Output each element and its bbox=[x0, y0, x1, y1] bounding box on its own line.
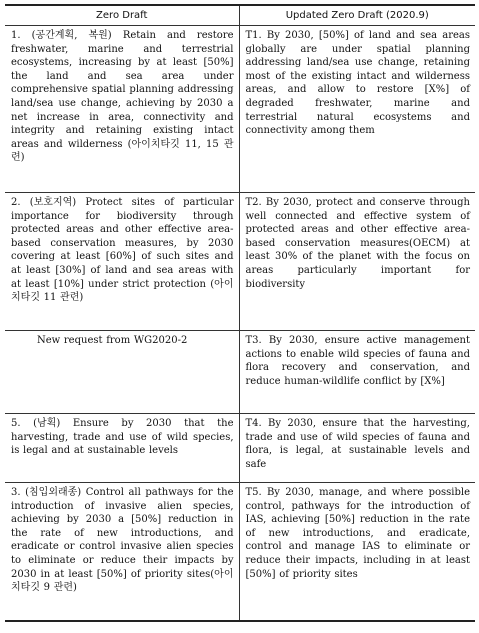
updated-draft-cell: T3. By 2030, ensure active management actions to enable wild species of fauna and flora recovery and conservation, and reduce human-wildlife conflict by [X%] bbox=[239, 331, 475, 414]
zero-draft-cell: 5. (남획) Ensure by 2030 that the harvesting, trade and use of wild species, is legal and at sustainable levels bbox=[5, 414, 239, 483]
comparison-document bbox=[5, 4, 475, 622]
column-header-zero-draft: Zero Draft bbox=[5, 5, 239, 26]
updated-draft-cell: T5. By 2030, manage, and where possible control, pathways for the introduction of IAS, achieving [50%] reduction in the rate of new introductions, and eradicate, control and manage IAS to eliminate or reduce their impacts, including in at least [50%] of priority sites bbox=[239, 483, 475, 621]
comparison-table bbox=[5, 4, 475, 622]
table-row bbox=[5, 193, 475, 331]
table-header-row bbox=[5, 5, 475, 26]
zero-draft-cell: New request from WG2020-2 bbox=[5, 331, 239, 414]
zero-draft-cell: 1. (공간계획, 복원) Retain and restore freshwater, marine and terrestrial ecosystems, increasing by at least [50%] the land and sea area under comprehensive spatial planning addressing land/sea use change, achieving by 2030 a net increase in area, connectivity and integrity and retaining existing intact areas and wilderness (아이치타깃 11, 15 관련) bbox=[5, 26, 239, 193]
updated-draft-cell: T2. By 2030, protect and conserve through well connected and effective system of protected areas and other effective area-based conservation measures(OECM) at least 30% of the planet with the focus on areas particularly important for biodiversity bbox=[239, 193, 475, 331]
column-header-updated-zero-draft: Updated Zero Draft (2020.9) bbox=[239, 5, 475, 26]
updated-draft-cell: T1. By 2030, [50%] of land and sea areas globally are under spatial planning addressing land/sea use change, retaining most of the existing intact and wilderness areas, and allow to restore [X%] of degraded freshwater, marine and terrestrial natural ecosystems and connectivity among them bbox=[239, 26, 475, 193]
zero-draft-cell: 2. (보호지역) Protect sites of particular importance for biodiversity through protected areas and other effective area-based conservation measures, by 2030 covering at least [60%] of such sites and at least [30%] of land and sea areas with at least [10%] under strict protection (아이치타깃 11 관련) bbox=[5, 193, 239, 331]
table-row bbox=[5, 483, 475, 621]
zero-draft-cell: 3. (침입외래종) Control all pathways for the introduction of invasive alien species, achieving by 2030 a [50%] reduction in the rate of new introductions, and eradicate or control invasive alien species to eliminate or reduce their impacts by 2030 in at least [50%] of priority sites(아이치타깃 9 관련) bbox=[5, 483, 239, 621]
table-row bbox=[5, 26, 475, 193]
table-row bbox=[5, 414, 475, 483]
updated-draft-cell: T4. By 2030, ensure that the harvesting, trade and use of wild species of fauna and flora, is legal, at sustainable levels and safe bbox=[239, 414, 475, 483]
table-row bbox=[5, 331, 475, 414]
